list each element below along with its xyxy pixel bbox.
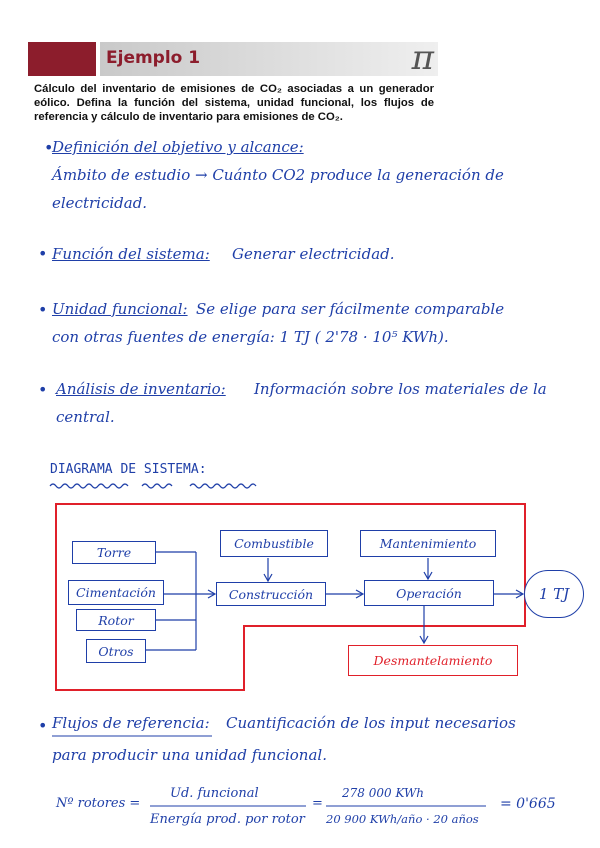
page-title: Ejemplo 1 bbox=[106, 48, 201, 68]
bullet-icon: • bbox=[38, 380, 48, 399]
output-1tj-box: 1 TJ bbox=[524, 570, 584, 618]
analisis-text-1: Información sobre los materiales de la bbox=[254, 380, 547, 398]
diagram-heading: DIAGRAMA DE SISTEMA: bbox=[50, 462, 207, 477]
flujos-text-2: para producir una unidad funcional. bbox=[52, 746, 327, 764]
bullet-icon: • bbox=[38, 716, 48, 735]
pi-logo-icon: π bbox=[411, 38, 434, 78]
objetivo-line-1: Ámbito de estudio → Cuánto CO2 produce la generación de bbox=[52, 166, 504, 184]
desmantelamiento-box: Desmantelamiento bbox=[348, 645, 518, 676]
analisis-label: Análisis de inventario: bbox=[56, 380, 226, 398]
objetivo-label: Definición del objetivo y alcance: bbox=[52, 138, 304, 156]
flujos-text-1: Cuantificación de los input necesarios bbox=[226, 714, 516, 732]
analisis-text-2: central. bbox=[56, 408, 115, 426]
bullet-icon: • bbox=[38, 244, 48, 263]
combustible-box: Combustible bbox=[220, 530, 328, 557]
formula-denominator-1: Energía prod. por rotor bbox=[150, 812, 305, 827]
torre-box: Torre bbox=[72, 541, 156, 564]
bullet-icon: • bbox=[38, 300, 48, 319]
cimentacion-box: Cimentación bbox=[68, 580, 164, 605]
mantenimiento-box: Mantenimiento bbox=[360, 530, 496, 557]
funcion-label: Función del sistema: bbox=[52, 245, 210, 263]
otros-box: Otros bbox=[86, 639, 146, 663]
bullet-icon: • bbox=[44, 138, 54, 157]
operacion-box: Operación bbox=[364, 580, 494, 606]
rotor-box: Rotor bbox=[76, 609, 156, 631]
formula-denominator-2: 20 900 KWh/año · 20 años bbox=[326, 812, 479, 826]
formula-result: = 0'665 bbox=[500, 796, 556, 812]
unidad-text-2: con otras fuentes de energía: 1 TJ ( 2'78 · 10⁵ KWh). bbox=[52, 328, 449, 346]
flujos-label: Flujos de referencia: bbox=[52, 714, 210, 732]
formula-lhs: Nº rotores = bbox=[56, 796, 141, 811]
exercise-statement: Cálculo del inventario de emisiones de CO₂ asociadas a un generador eólico. Defina la función del sistema, unidad funcional, los flujos de referencia y cálculo de inventario para emisiones de CO₂. bbox=[34, 83, 434, 123]
formula-equals: = bbox=[312, 796, 323, 811]
objetivo-line-2: electricidad. bbox=[52, 194, 148, 212]
construccion-box: Construcción bbox=[216, 582, 326, 606]
unidad-label: Unidad funcional: bbox=[52, 300, 188, 318]
formula-numerator-2: 278 000 KWh bbox=[342, 786, 425, 800]
unidad-text-1: Se elige para ser fácilmente comparable bbox=[196, 300, 505, 318]
funcion-text: Generar electricidad. bbox=[232, 245, 395, 263]
formula-numerator-1: Ud. funcional bbox=[170, 786, 259, 801]
